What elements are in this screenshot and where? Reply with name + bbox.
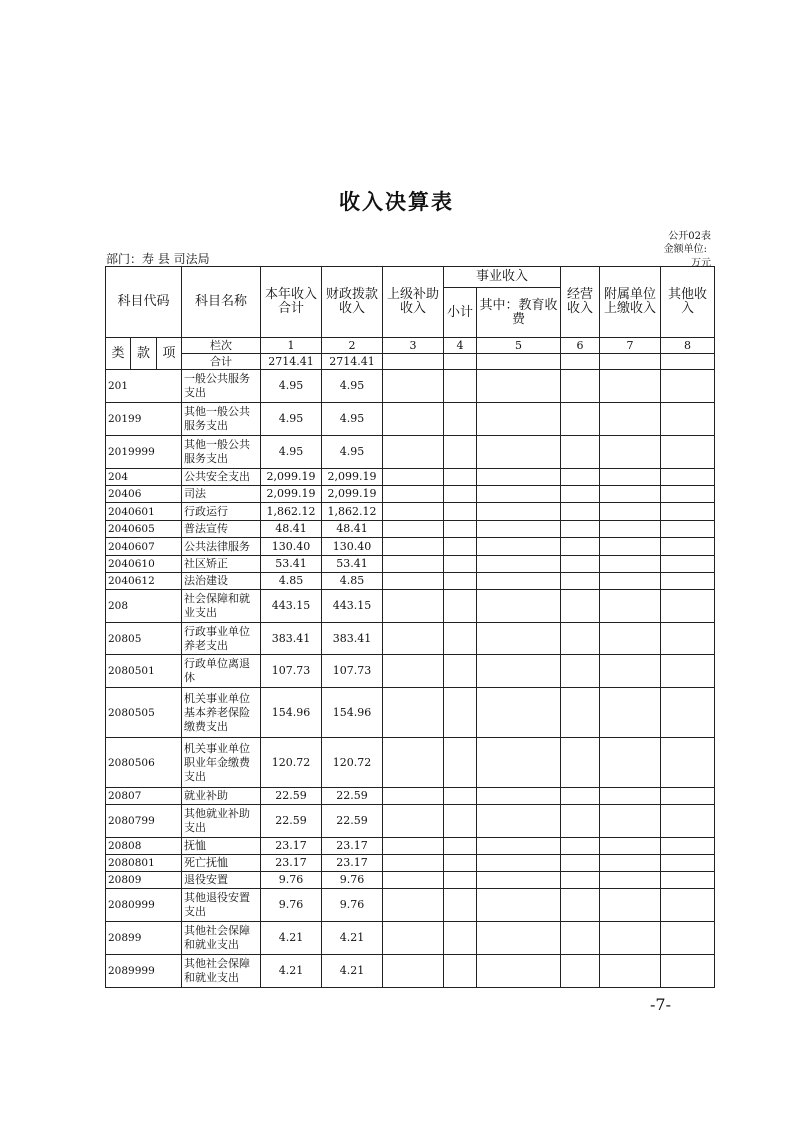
total-income: 22.59 [261, 788, 322, 805]
empty-cell [661, 955, 715, 988]
table-row [106, 872, 715, 889]
total-income: 4.21 [261, 922, 322, 955]
fiscal-income: 23.17 [322, 838, 383, 855]
subject-name: 就业补助 [182, 788, 261, 805]
total-income: 4.95 [261, 370, 322, 403]
subject-code: 2040601 [106, 503, 182, 521]
subject-code: 204 [106, 469, 182, 486]
empty-cell [477, 805, 561, 838]
empty-cell [661, 855, 715, 872]
table-row [106, 556, 715, 573]
empty-cell [600, 838, 661, 855]
subject-name: 机关事业单位职业年金缴费支出 [182, 738, 261, 788]
table-row [106, 486, 715, 503]
fiscal-income: 23.17 [322, 855, 383, 872]
fiscal-income: 107.73 [322, 655, 383, 688]
empty-cell [383, 738, 444, 788]
empty-cell [661, 688, 715, 738]
empty-cell [444, 838, 477, 855]
subject-name: 社会保障和就业支出 [182, 590, 261, 623]
empty-cell [477, 403, 561, 436]
total-income: 443.15 [261, 590, 322, 623]
fiscal-income: 4.21 [322, 922, 383, 955]
empty-cell [383, 403, 444, 436]
unit-label: 金额单位: [663, 244, 707, 255]
subject-code: 2080506 [106, 738, 182, 788]
empty-cell [444, 403, 477, 436]
subject-name: 普法宣传 [182, 521, 261, 538]
empty-cell [561, 838, 600, 855]
empty-cell [561, 788, 600, 805]
subject-code: 20807 [106, 788, 182, 805]
empty-cell [661, 805, 715, 838]
subject-code: 2080799 [106, 805, 182, 838]
total-row-label: 合计 [182, 354, 261, 370]
empty-cell [383, 623, 444, 655]
subject-code: 20199 [106, 403, 182, 436]
empty-cell [561, 436, 600, 469]
subject-code: 2089999 [106, 955, 182, 988]
table-row [106, 788, 715, 805]
empty-cell [600, 573, 661, 590]
empty-cell [444, 503, 477, 521]
subject-name: 其他一般公共服务支出 [182, 403, 261, 436]
table-row [106, 955, 715, 988]
fiscal-income: 2,099.19 [322, 486, 383, 503]
empty-cell [561, 538, 600, 556]
empty-cell [383, 469, 444, 486]
fiscal-income: 48.41 [322, 521, 383, 538]
total-income: 154.96 [261, 688, 322, 738]
table-row [106, 469, 715, 486]
empty-cell [383, 436, 444, 469]
col-number: 3 [383, 338, 444, 354]
empty-cell [561, 889, 600, 922]
table-row [106, 538, 715, 556]
empty-cell [561, 370, 600, 403]
empty-cell [383, 538, 444, 556]
subject-name: 其他就业补助支出 [182, 805, 261, 838]
total-income: 130.40 [261, 538, 322, 556]
subject-name: 公共法律服务 [182, 538, 261, 556]
subject-code: 20805 [106, 623, 182, 655]
empty-cell [561, 855, 600, 872]
empty-cell [444, 573, 477, 590]
empty-cell [383, 486, 444, 503]
empty-cell [477, 486, 561, 503]
header-name: 科目名称 [182, 267, 261, 338]
fiscal-income: 22.59 [322, 788, 383, 805]
subject-name: 其他退役安置支出 [182, 889, 261, 922]
total-row-fiscal: 2714.41 [322, 354, 383, 370]
empty-cell [561, 805, 600, 838]
empty-cell [477, 889, 561, 922]
fiscal-income: 22.59 [322, 805, 383, 838]
unit-value: 万元 [691, 258, 711, 269]
empty-cell [600, 805, 661, 838]
empty-cell [661, 370, 715, 403]
header-edu: 其中：教育收费 [477, 288, 561, 338]
empty-cell [600, 503, 661, 521]
subject-name: 法治建设 [182, 573, 261, 590]
header-affiliated: 附属单位上缴收入 [600, 267, 661, 338]
empty-cell [383, 872, 444, 889]
empty-cell [600, 538, 661, 556]
fiscal-income: 9.76 [322, 889, 383, 922]
table-row [106, 521, 715, 538]
empty-cell [661, 623, 715, 655]
header-lanci: 栏次 [182, 338, 261, 354]
fiscal-income: 130.40 [322, 538, 383, 556]
table-row [106, 655, 715, 688]
empty-cell [600, 655, 661, 688]
department-label: 部门：寿 县 司法局 [106, 252, 210, 266]
fiscal-income: 9.76 [322, 872, 383, 889]
empty-cell [444, 521, 477, 538]
table-row [106, 403, 715, 436]
empty-cell [477, 503, 561, 521]
fiscal-income: 2,099.19 [322, 469, 383, 486]
subject-name: 退役安置 [182, 872, 261, 889]
subject-code: 2080505 [106, 688, 182, 738]
total-income: 48.41 [261, 521, 322, 538]
subject-code: 20809 [106, 872, 182, 889]
subject-code: 2019999 [106, 436, 182, 469]
empty-cell [600, 521, 661, 538]
total-income: 22.59 [261, 805, 322, 838]
empty-cell [661, 403, 715, 436]
empty-cell [661, 469, 715, 486]
fiscal-income: 383.41 [322, 623, 383, 655]
fiscal-income: 120.72 [322, 738, 383, 788]
table-row [106, 503, 715, 521]
total-income: 2,099.19 [261, 469, 322, 486]
empty-cell [661, 556, 715, 573]
empty-cell [600, 688, 661, 738]
fiscal-income: 4.85 [322, 573, 383, 590]
empty-cell [600, 436, 661, 469]
empty-cell [383, 573, 444, 590]
subject-name: 机关事业单位基本养老保险缴费支出 [182, 688, 261, 738]
subject-name: 其他社会保障和就业支出 [182, 955, 261, 988]
empty-cell [561, 655, 600, 688]
header-kuan: 款 [131, 338, 157, 370]
col-number: 6 [561, 338, 600, 354]
col-number: 8 [661, 338, 715, 354]
total-row-total: 2714.41 [261, 354, 322, 370]
subject-name: 行政运行 [182, 503, 261, 521]
empty-cell [444, 922, 477, 955]
empty-cell [600, 955, 661, 988]
col-number: 5 [477, 338, 561, 354]
empty-cell [561, 872, 600, 889]
table-row [106, 436, 715, 469]
empty-cell [477, 556, 561, 573]
total-income: 2,099.19 [261, 486, 322, 503]
empty-cell [561, 573, 600, 590]
empty-cell [561, 590, 600, 623]
empty-cell [600, 623, 661, 655]
empty-cell [561, 738, 600, 788]
table-row [106, 370, 715, 403]
total-income: 383.41 [261, 623, 322, 655]
table-row [106, 838, 715, 855]
form-number: 公开02表 [668, 231, 711, 242]
table-row [106, 688, 715, 738]
empty-cell [477, 955, 561, 988]
empty-cell [444, 872, 477, 889]
empty-cell [444, 556, 477, 573]
empty-cell [600, 370, 661, 403]
fiscal-income: 443.15 [322, 590, 383, 623]
total-income: 1,862.12 [261, 503, 322, 521]
empty-cell [444, 889, 477, 922]
empty-cell [661, 521, 715, 538]
subject-code: 2080501 [106, 655, 182, 688]
total-income: 9.76 [261, 872, 322, 889]
fiscal-income: 4.95 [322, 403, 383, 436]
table-row [106, 805, 715, 838]
col-number: 2 [322, 338, 383, 354]
subject-code: 20808 [106, 838, 182, 855]
fiscal-income: 4.95 [322, 370, 383, 403]
subject-code: 20406 [106, 486, 182, 503]
empty-cell [661, 590, 715, 623]
empty-cell [444, 655, 477, 688]
empty-cell [477, 469, 561, 486]
empty-cell [477, 838, 561, 855]
subject-name: 抚恤 [182, 838, 261, 855]
empty-cell [444, 805, 477, 838]
empty-cell [383, 855, 444, 872]
header-superior: 上级补助收入 [383, 267, 444, 338]
empty-cell [561, 469, 600, 486]
subject-code: 2040605 [106, 521, 182, 538]
empty-cell [561, 521, 600, 538]
subject-name: 行政事业单位养老支出 [182, 623, 261, 655]
empty-cell [477, 623, 561, 655]
col-number: 4 [444, 338, 477, 354]
empty-cell [561, 955, 600, 988]
fiscal-income: 53.41 [322, 556, 383, 573]
empty-cell [600, 872, 661, 889]
subject-code: 208 [106, 590, 182, 623]
income-table [105, 266, 715, 988]
empty-cell [477, 922, 561, 955]
empty-cell [444, 855, 477, 872]
subject-name: 其他社会保障和就业支出 [182, 922, 261, 955]
empty-cell [561, 486, 600, 503]
empty-cell [600, 556, 661, 573]
total-income: 120.72 [261, 738, 322, 788]
fiscal-income: 154.96 [322, 688, 383, 738]
empty-cell [561, 623, 600, 655]
empty-cell [600, 922, 661, 955]
total-income: 4.95 [261, 403, 322, 436]
table-row [106, 590, 715, 623]
empty-cell [444, 436, 477, 469]
total-income: 9.76 [261, 889, 322, 922]
empty-cell [444, 955, 477, 988]
subject-name: 其他一般公共服务支出 [182, 436, 261, 469]
empty-cell [444, 370, 477, 403]
empty-cell [477, 688, 561, 738]
subject-name: 行政单位离退休 [182, 655, 261, 688]
empty-cell [600, 855, 661, 872]
subject-name: 社区矫正 [182, 556, 261, 573]
empty-cell [444, 538, 477, 556]
subject-code: 2040612 [106, 573, 182, 590]
subject-name: 死亡抚恤 [182, 855, 261, 872]
empty-cell [444, 688, 477, 738]
total-income: 107.73 [261, 655, 322, 688]
empty-cell [444, 469, 477, 486]
empty-cell [383, 655, 444, 688]
subject-name: 一般公共服务支出 [182, 370, 261, 403]
empty-cell [600, 590, 661, 623]
empty-cell [661, 436, 715, 469]
total-income: 53.41 [261, 556, 322, 573]
fiscal-income: 4.21 [322, 955, 383, 988]
empty-cell [661, 872, 715, 889]
empty-cell [383, 688, 444, 738]
header-xiang: 项 [157, 338, 182, 370]
empty-cell [477, 855, 561, 872]
header-code: 科目代码 [106, 267, 182, 338]
empty-cell [383, 521, 444, 538]
empty-cell [477, 436, 561, 469]
empty-cell [444, 590, 477, 623]
fiscal-income: 4.95 [322, 436, 383, 469]
empty-cell [561, 688, 600, 738]
table-row [106, 623, 715, 655]
empty-cell [600, 469, 661, 486]
empty-cell [383, 370, 444, 403]
empty-cell [661, 573, 715, 590]
empty-cell [383, 838, 444, 855]
empty-cell [383, 889, 444, 922]
empty-cell [477, 872, 561, 889]
total-income: 23.17 [261, 838, 322, 855]
empty-cell [477, 538, 561, 556]
empty-cell [477, 590, 561, 623]
subject-name: 公共安全支出 [182, 469, 261, 486]
empty-cell [477, 655, 561, 688]
empty-cell [661, 788, 715, 805]
empty-cell [661, 655, 715, 688]
empty-cell [383, 590, 444, 623]
header-lei: 类 [106, 338, 131, 370]
header-other: 其他收入 [661, 267, 715, 338]
header-subtotal: 小计 [444, 288, 477, 338]
fiscal-income: 1,862.12 [322, 503, 383, 521]
subject-code: 2080999 [106, 889, 182, 922]
empty-cell [561, 556, 600, 573]
empty-cell [477, 738, 561, 788]
table-row [106, 573, 715, 590]
subject-code: 2040607 [106, 538, 182, 556]
empty-cell [383, 922, 444, 955]
subject-code: 2040610 [106, 556, 182, 573]
table-row [106, 855, 715, 872]
subject-name: 司法 [182, 486, 261, 503]
header-operating: 经营收入 [561, 267, 600, 338]
total-income: 4.95 [261, 436, 322, 469]
subject-code: 20899 [106, 922, 182, 955]
empty-cell [477, 573, 561, 590]
empty-cell [383, 503, 444, 521]
empty-cell [661, 486, 715, 503]
col-number: 7 [600, 338, 661, 354]
subject-code: 201 [106, 370, 182, 403]
header-business: 事业收入 [444, 267, 561, 288]
empty-cell [600, 788, 661, 805]
table-body [106, 370, 715, 988]
empty-cell [444, 738, 477, 788]
empty-cell [661, 838, 715, 855]
subject-code: 2080801 [106, 855, 182, 872]
total-income: 23.17 [261, 855, 322, 872]
empty-cell [661, 738, 715, 788]
page-number: -7- [650, 995, 671, 1014]
empty-cell [661, 503, 715, 521]
empty-cell [383, 556, 444, 573]
table-row [106, 922, 715, 955]
header-fiscal: 财政拨款收入 [322, 267, 383, 338]
empty-cell [383, 955, 444, 988]
empty-cell [444, 788, 477, 805]
empty-cell [661, 538, 715, 556]
empty-cell [383, 788, 444, 805]
table-row [106, 738, 715, 788]
empty-cell [600, 889, 661, 922]
empty-cell [600, 403, 661, 436]
empty-cell [561, 403, 600, 436]
col-number: 1 [261, 338, 322, 354]
total-income: 4.85 [261, 573, 322, 590]
empty-cell [561, 922, 600, 955]
empty-cell [661, 922, 715, 955]
page-title: 收入决算表 [339, 190, 454, 214]
empty-cell [600, 486, 661, 503]
empty-cell [477, 521, 561, 538]
empty-cell [661, 889, 715, 922]
empty-cell [561, 503, 600, 521]
empty-cell [444, 623, 477, 655]
empty-cell [477, 370, 561, 403]
empty-cell [383, 805, 444, 838]
empty-cell [477, 788, 561, 805]
empty-cell [600, 738, 661, 788]
empty-cell [444, 486, 477, 503]
total-income: 4.21 [261, 955, 322, 988]
header-total: 本年收入合计 [261, 267, 322, 338]
table-row [106, 889, 715, 922]
